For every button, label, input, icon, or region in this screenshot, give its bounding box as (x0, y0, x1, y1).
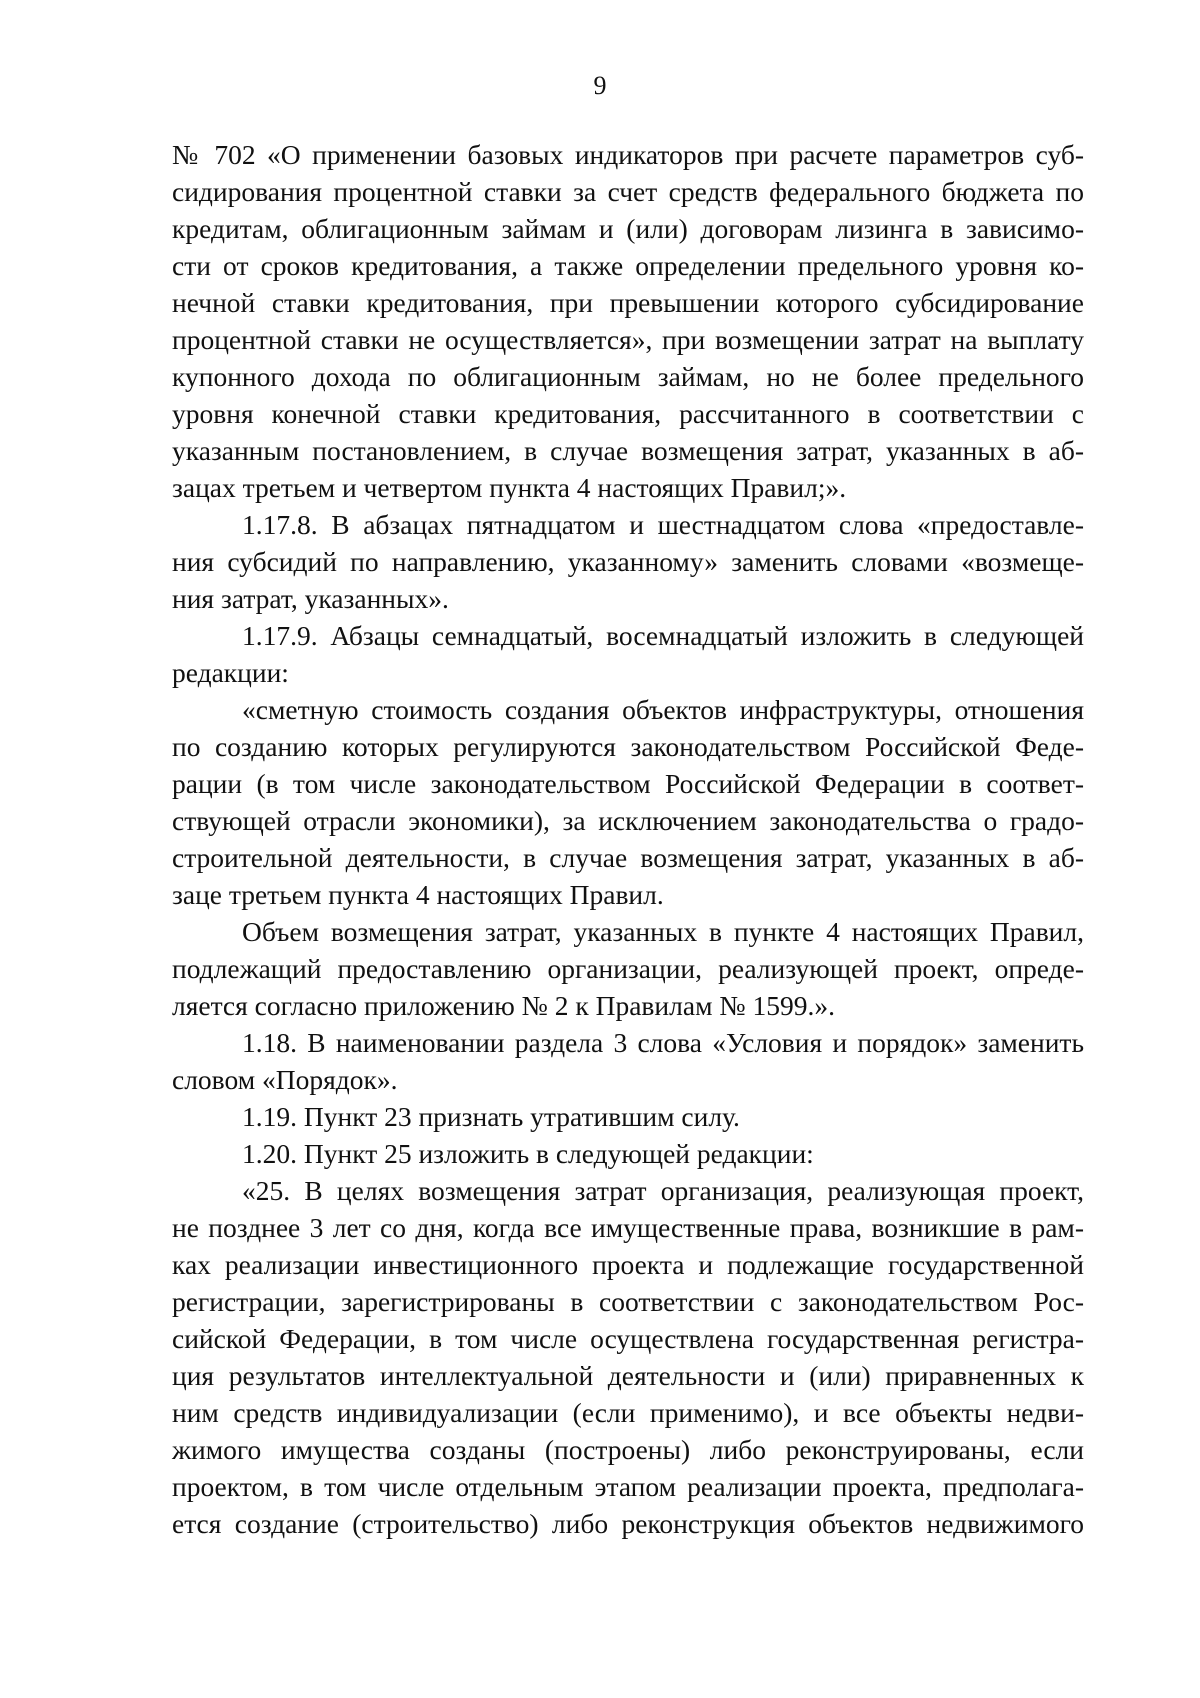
text-line: строительной деятельности, в случае возмещения затрат, указанных в аб- (172, 842, 1084, 873)
text-line: ляется согласно приложению № 2 к Правилам № 1599.». (172, 990, 835, 1021)
text-line: ках реализации инвестиционного проекта и подлежащие государственной (172, 1249, 1084, 1280)
text-line: «25. В целях возмещения затрат организация, реализующая проект, (242, 1175, 1084, 1206)
text-line: сийской Федерации, в том числе осуществлена государственная регистра- (172, 1323, 1084, 1354)
text-line: рации (в том числе законодательством Российской Федерации в соответ- (172, 768, 1084, 799)
text-line: кредитам, облигационным займам и (или) договорам лизинга в зависимо- (172, 213, 1084, 244)
text-line: Объем возмещения затрат, указанных в пункте 4 настоящих Правил, (242, 916, 1084, 947)
text-line: уровня конечной ставки кредитования, рассчитанного в соответствии с (172, 398, 1084, 429)
text-line: проектом, в том числе отдельным этапом реализации проекта, предполага- (172, 1471, 1084, 1502)
text-line: заце третьем пункта 4 настоящих Правил. (172, 879, 664, 910)
text-line: ним средств индивидуализации (если применимо), и все объекты недви- (172, 1397, 1084, 1428)
text-line: ция результатов интеллектуальной деятельности и (или) приравненных к (172, 1360, 1084, 1391)
text-line: указанным постановлением, в случае возмещения затрат, указанных в аб- (172, 435, 1084, 466)
text-line: 1.19. Пункт 23 признать утратившим силу. (242, 1101, 740, 1132)
page-number: 9 (593, 71, 607, 100)
text-line: процентной ставки не осуществляется», при возмещении затрат на выплату (172, 324, 1084, 355)
text-line: подлежащий предоставлению организации, реализующей проект, опреде- (172, 953, 1084, 984)
text-line: «сметную стоимость создания объектов инфраструктуры, отношения (242, 694, 1084, 725)
text-line: 1.20. Пункт 25 изложить в следующей редакции: (242, 1138, 814, 1169)
text-line: ния субсидий по направлению, указанному» заменить словами «возмеще- (172, 546, 1084, 577)
text-line: 1.17.9. Абзацы семнадцатый, восемнадцатый изложить в следующей (242, 620, 1084, 651)
text-line: жимого имущества созданы (построены) либо реконструированы, если (172, 1434, 1084, 1465)
text-line: купонного дохода по облигационным займам, но не более предельного (172, 361, 1084, 392)
text-line: ствующей отрасли экономики), за исключением законодательства о градо- (172, 805, 1084, 836)
text-line: зацах третьем и четвертом пункта 4 настоящих Правил;». (172, 472, 847, 503)
text-line: регистрации, зарегистрированы в соответствии с законодательством Рос- (172, 1286, 1084, 1317)
text-line: не позднее 3 лет со дня, когда все имущественные права, возникшие в рам- (172, 1212, 1084, 1243)
document-body (172, 136, 1084, 1542)
text-line: 1.17.8. В абзацах пятнадцатом и шестнадцатом слова «предоставле- (242, 509, 1084, 540)
text-line: ется создание (строительство) либо реконструкция объектов недвижимого (172, 1508, 1084, 1539)
text-line: ния затрат, указанных». (172, 583, 449, 614)
text-line: словом «Порядок». (172, 1064, 398, 1095)
text-line: по созданию которых регулируются законодательством Российской Феде- (172, 731, 1084, 762)
text-line: нечной ставки кредитования, при превышении которого субсидирование (172, 287, 1084, 318)
text-line: сти от сроков кредитования, а также определении предельного уровня ко- (172, 250, 1084, 281)
text-line: редакции: (172, 657, 289, 688)
text-line: сидирования процентной ставки за счет средств федерального бюджета по (172, 176, 1084, 207)
text-line: 1.18. В наименовании раздела 3 слова «Условия и порядок» заменить (242, 1027, 1084, 1058)
text-line: № 702 «О применении базовых индикаторов при расчете параметров суб- (172, 139, 1084, 170)
